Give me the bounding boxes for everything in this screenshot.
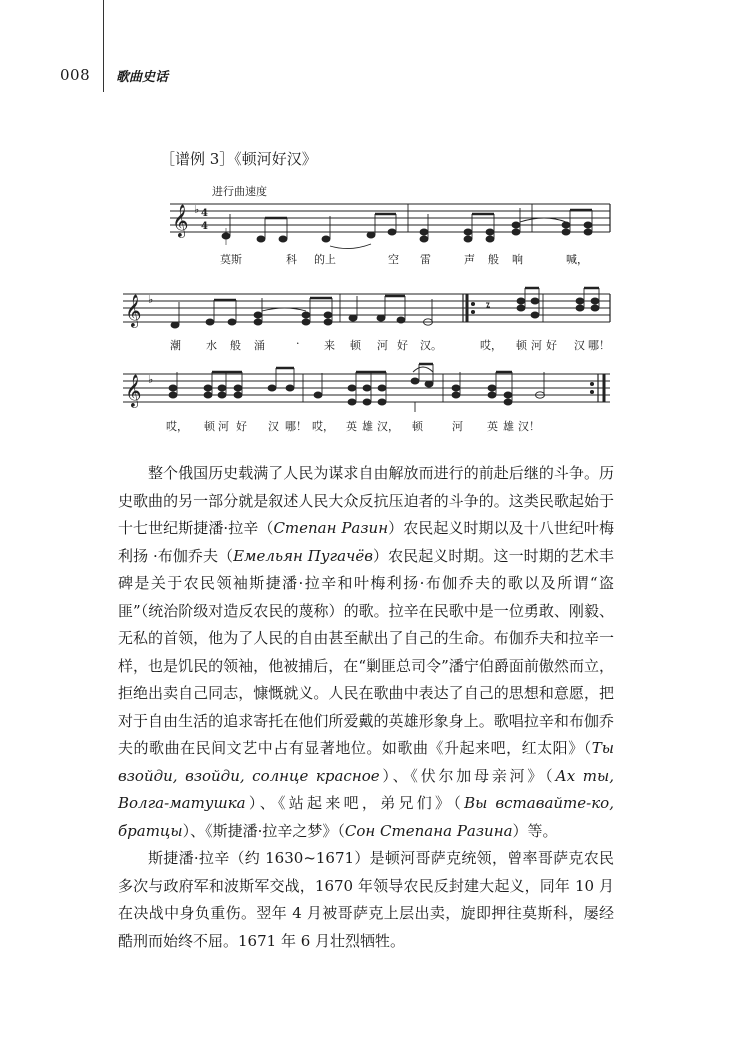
- lyric-syllable: 汉，: [377, 420, 399, 433]
- lyric-syllable: 潮: [170, 339, 181, 352]
- lyric-syllable: 汉！: [518, 420, 540, 433]
- lyric-syllable: 空: [388, 253, 399, 266]
- lyric-syllable: 雄: [503, 420, 514, 433]
- text-run: ）、《伏尔加母亲河》（: [379, 766, 556, 785]
- lyric-syllable: 哎，: [480, 339, 502, 352]
- lyric-syllable: 汉: [574, 339, 585, 352]
- lyric-syllable: 顿: [350, 339, 361, 352]
- running-title: 歌曲史话: [116, 70, 169, 85]
- lyric-syllable: 顿: [204, 420, 215, 433]
- lyric-syllable: 河: [218, 420, 229, 433]
- lyric-syllable: 顿: [516, 339, 527, 352]
- svg-text:♭: ♭: [148, 373, 154, 386]
- lyric-syllable: 好: [546, 339, 557, 352]
- staff-2: [123, 288, 610, 328]
- svg-text:4: 4: [201, 221, 208, 232]
- lyric-syllable: 水: [206, 339, 217, 352]
- lyric-syllable: 哪！: [285, 420, 307, 433]
- lyric-syllable: 般: [230, 339, 241, 352]
- page-number: 008: [60, 66, 91, 84]
- lyric-syllable: 哪！: [588, 339, 610, 352]
- text-run: 整个俄国历史载满了人民为谋求自由解放而进行的前赴后继的斗争。历史歌曲的另一部分就是叙述人民大众反抗压迫者的斗争的。这类民歌起始于十七世纪斯捷潘·拉辛（: [118, 464, 614, 537]
- lyric-syllable: 雄: [362, 420, 373, 433]
- text-run: ）、《斯捷潘·拉辛之梦》（: [182, 821, 345, 840]
- lyric-syllable: 汉。: [420, 339, 442, 352]
- lyric-syllable: 雷: [420, 253, 431, 266]
- lyric-syllable: ·: [296, 337, 300, 350]
- lyric-syllable: 般: [488, 253, 499, 266]
- lyric-syllable: 莫斯: [220, 253, 242, 266]
- russian-text: Вы вставайте-ко, братцы: [118, 794, 614, 840]
- russian-text: Сон Степана Разина: [344, 821, 513, 840]
- svg-text:𝄞: 𝄞: [172, 204, 189, 237]
- lyric-syllable: 涌: [254, 339, 265, 352]
- lyric-syllable: 河: [377, 339, 388, 352]
- russian-text: Ты взойди, взойди, солнце красное: [118, 739, 614, 785]
- text-run: ）农民起义时期。这一时期的艺术丰碑是关于农民领袖斯捷潘·拉辛和叶梅利扬·布伽乔夫的歌以及所谓“盗匪”（统治阶级对造反农民的蔑称）的歌。拉辛在民歌中是一位勇敢、刚毅、无私的首领，他为了人民的自由甚至献出了自己的生命。布伽乔夫和拉辛一样，也是饥民的领袖，他被捕后，在“剿匪总司令”潘宁伯爵面前傲然而立，拒绝出卖自己同志，慷慨就义。人民在歌曲中表达了自己的思想和意愿，把对于自由生活的追求寄托在他们所爱戴的英雄形象身上。歌唱拉辛和布伽乔夫的歌曲在民间文艺中占有显著地位。如歌曲《升起来吧，红太阳》（: [118, 546, 614, 757]
- lyric-syllable: 科: [286, 253, 297, 266]
- paragraph-2: 斯捷潘·拉辛（约 1630~1671）是顿河哥萨克统领，曾率哥萨克农民多次与政府军和波斯军交战，1670 年领导农民反封建大起义，同年 10 月在决战中身负重伤。翌年 4 月被哥萨克上层出卖，旋即押往莫斯科，屡经酷刑而始终不屈。1671 年 6 月壮烈牺牲。: [118, 849, 614, 950]
- lyric-syllable: 汉: [268, 420, 279, 433]
- lyric-syllable: 哎，: [166, 420, 188, 433]
- svg-text:♭: ♭: [148, 293, 154, 306]
- russian-text: Емельян Пугачёв: [233, 546, 373, 565]
- lyric-syllable: 喊，: [566, 253, 588, 266]
- lyric-syllable: 河: [452, 420, 463, 433]
- example-caption: ［谱例 3］《顿河好汉》: [160, 150, 317, 168]
- text-run: ）农民起义时期以及十八世纪叶梅利扬 ·布伽乔夫（: [118, 519, 614, 565]
- lyric-syllable: 英: [346, 420, 357, 433]
- lyric-syllable: 响: [512, 253, 523, 266]
- lyric-syllable: 哎，: [312, 420, 334, 433]
- lyric-syllable: 声: [464, 253, 475, 266]
- russian-text: Степан Разин: [273, 519, 389, 537]
- lyric-syllable: 来: [324, 339, 335, 352]
- music-score: [0, 0, 730, 450]
- lyric-syllable: 顿: [412, 420, 423, 433]
- svg-text:♭: ♭: [194, 203, 200, 216]
- text-run: ）、《站起来吧，弟兄们》（: [245, 794, 465, 812]
- paragraph-1: [118, 460, 614, 845]
- text-run: ）等。: [512, 821, 558, 840]
- russian-text: Ах ты, Волга-матушка: [118, 766, 614, 812]
- tempo-marking: 进行曲速度: [212, 185, 267, 198]
- lyric-syllable: 好: [397, 339, 408, 352]
- staff-1: [170, 203, 610, 249]
- staff-3: [123, 364, 610, 412]
- svg-text:4: 4: [201, 208, 208, 219]
- lyric-syllable: 的上: [314, 253, 336, 266]
- body-text: [118, 460, 614, 955]
- svg-text:𝄞: 𝄞: [125, 294, 142, 327]
- lyric-syllable: 河: [531, 339, 542, 352]
- svg-text:𝄞: 𝄞: [125, 374, 142, 407]
- lyric-syllable: 好: [236, 420, 247, 433]
- lyric-syllable: 英: [487, 420, 498, 433]
